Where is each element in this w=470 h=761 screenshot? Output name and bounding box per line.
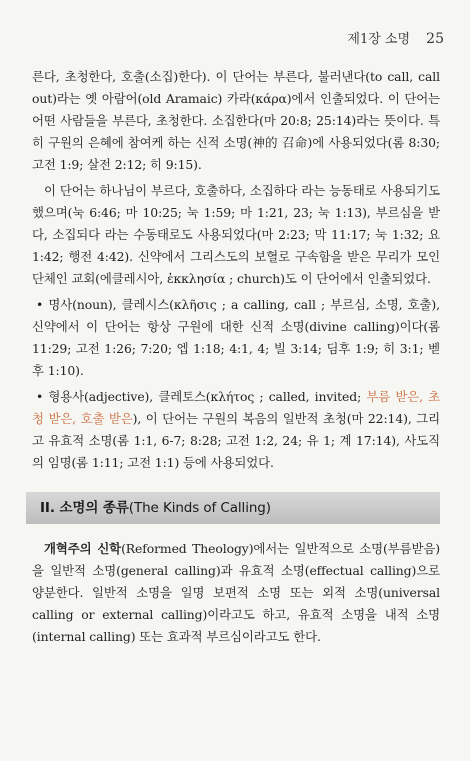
section-title-ko: II. 소명의 종류	[40, 500, 129, 516]
final-paragraph	[32, 538, 440, 648]
adjective-highlight: 부름 받은, 초청 받은, 호출 받은	[32, 389, 440, 426]
paragraph-1: 른다, 초청한다, 호출(소집)한다). 이 단어는 부른다, 불러낸다(to call, call out)라는 옛 아람어(old Aramaic) 카라(κάρα)에서 인출되었다. 이 단어는 어떤 사람들을 부른다, 초청한다. 소집한다(마 20:8; 25:14)라는 뜻이다. 특히 구원의 은혜에 참여케 하는 신적 소명(神的 召命)에 사용되었다(롬 8:30; 고전 1:9; 살전 2:12; 히 9:15).	[32, 69, 440, 172]
page-body	[32, 66, 440, 648]
section-heading	[26, 492, 440, 524]
final-paragraph-text: (Reformed Theology)에서는 일반적으로 소명(부름받음)을 일반적 소명(general calling)과 유효적 소명(effectual calling)으로 양분한다. 일반적 소명을 일명 보편적 소명 또는 외적 소명(universal calling or external calling)이라고도 하고, 유효적 소명을 내적 소명(internal calling) 또는 효과적 부르심이라고도 한다.	[32, 541, 440, 644]
bullet-adjective	[32, 386, 440, 474]
reformed-theology-term: 개혁주의 신학	[44, 541, 122, 556]
page-header	[347, 28, 444, 47]
bullet-noun: • 명사(noun), 클레시스(κλῆσις ; a calling, call ; 부르심, 소명, 호출), 신약에서 이 단어는 항상 구원에 대한 신적 소명(divine calling)이다(롬 11:29; 고전 1:26; 7:20; 엡 1:18; 4:1, 4; 빌 3:14; 딤후 1:9; 히 3:1; 벧후 1:10).	[32, 297, 440, 378]
adjective-text-end: ), 이 단어는 구원의 복음의 일반적 초청(마 22:14), 그리고 유효적 소명(롬 1:1, 6-7; 8:28; 고전 1:2, 24; 유 1; 계 17:14), 사도직의 임명(롬 1:11; 고전 1:1) 등에 사용되었다.	[32, 411, 440, 470]
page-number: 25	[426, 31, 444, 47]
paragraph-2: 이 단어는 하나님이 부르다, 호출하다, 소집하다 라는 능동태로 사용되기도 했으며(눅 6:46; 마 10:25; 눅 1:59; 마 1:21, 23; 눅 1:13), 부르심을 받다, 소집되다 라는 수동태로도 사용되었다(마 2:23; 막 11:17; 눅 1:32; 요 1:42; 행전 4:42). 신약에서 그리스도의 보혈로 구속함을 받은 무리가 모인 단체인 교회(에클레시아, ἐκκλησία ; church)도 이 단어에서 인출되었다.	[32, 183, 441, 286]
adjective-text-start: • 형용사(adjective), 클레토스(κλήτος ; called, invited;	[36, 389, 367, 404]
section-title-en: (The Kinds of Calling)	[128, 500, 271, 516]
chapter-title: 제1장 소명	[347, 32, 411, 47]
